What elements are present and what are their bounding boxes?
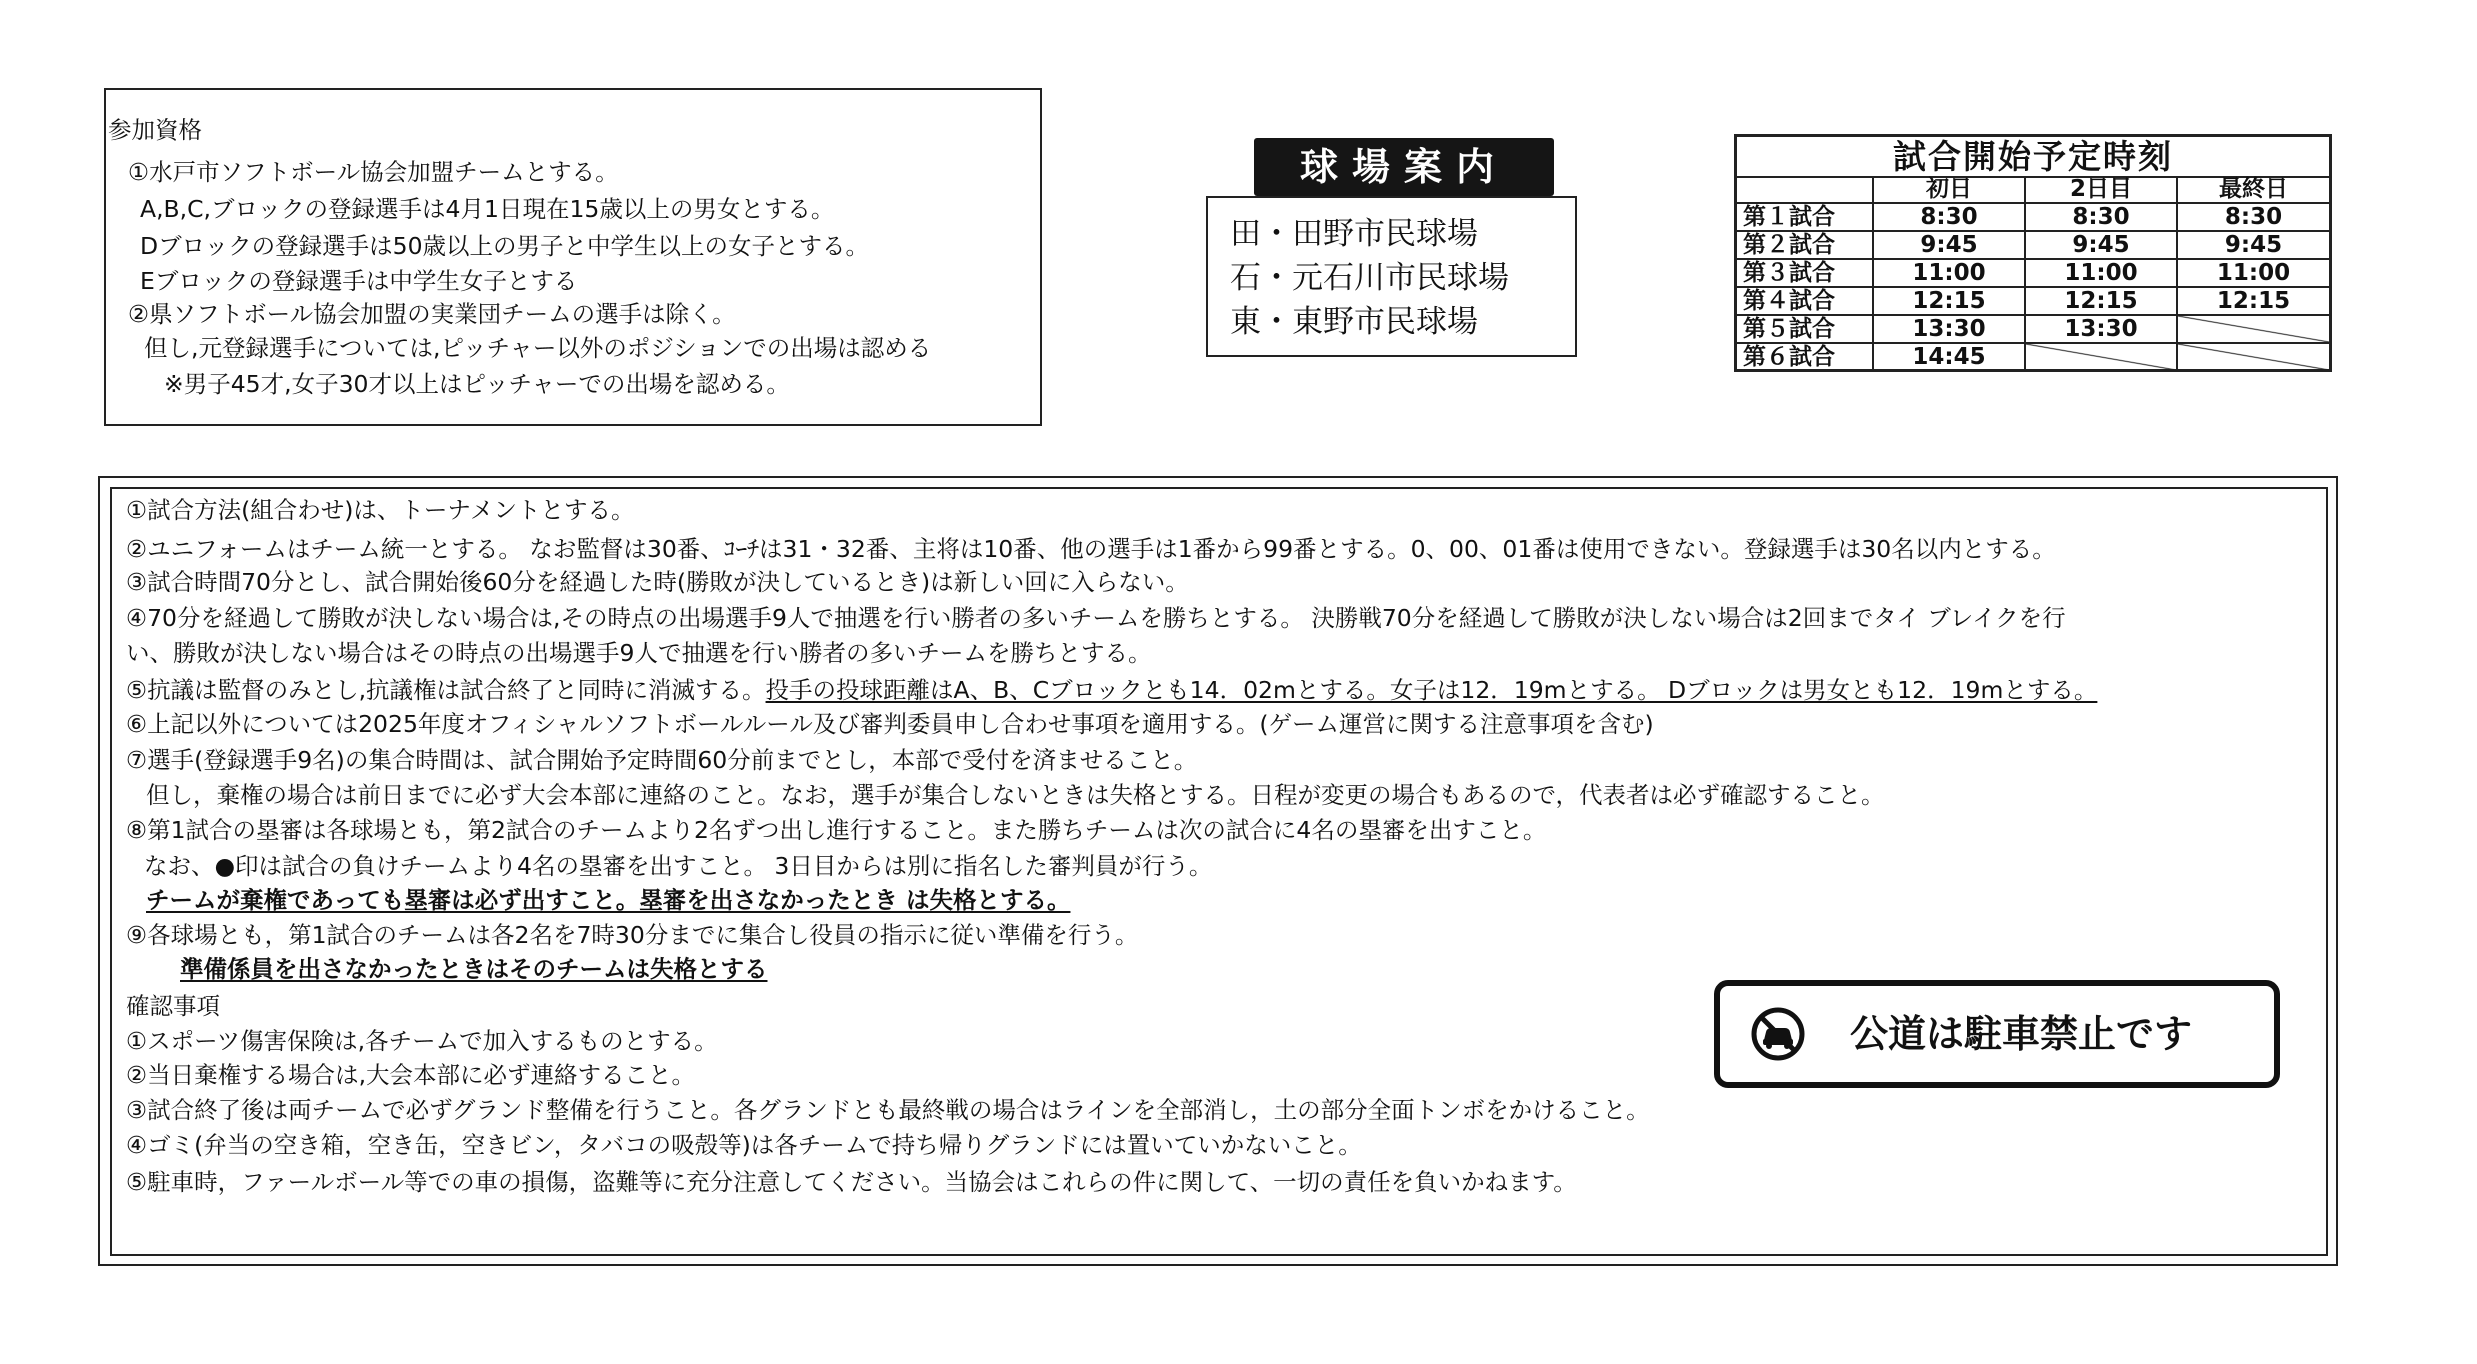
rule-4: ④70分を経過して勝敗が決しない場合は,その時点の出場選手9人で抽選を行い勝者の多いチームを勝ちとする。 決勝戦70分を経過して勝敗が決しない場合は2回までタイ ブレイクを行: [126, 604, 2066, 632]
rule-8-cont: なお、●印は試合の負けチームより4名の塁審を出すこと。 3日目からは別に指名した審判員が行う。: [144, 852, 1213, 880]
start-time: 14:45: [1873, 343, 2025, 370]
venue-title: 球場案内: [1254, 138, 1554, 196]
schedule-header-cell: 最終日: [2177, 176, 2329, 203]
venue-item: 東・東野市民球場: [1230, 304, 1478, 340]
confirm-item-1: ①スポーツ傷害保険は,各チームで加入するものとする。: [126, 1027, 718, 1055]
schedule-row: [1737, 203, 2329, 231]
venue-list: [1206, 196, 1577, 357]
eligibility-line: ※男子45才,女子30才以上はピッチャーでの出場を認める。: [164, 370, 790, 398]
eligibility-line: ②県ソフトボール協会加盟の実業団チームの選手は除く。: [128, 300, 736, 328]
game-label: 第３試合: [1737, 259, 1873, 287]
rule-5-pitch-distance: 投手の投球距離はA、B、Cブロックとも14．02mとする。女子は12．19mとする。 Dブロックは男女とも12．19mとする。: [765, 676, 2098, 704]
schedule-title: 試合開始予定時刻: [1737, 137, 2329, 178]
start-time: 11:00: [2025, 259, 2177, 287]
start-time: 12:15: [2177, 287, 2329, 315]
rule-9: ⑨各球場とも，第1試合のチームは各2名を7時30分までに集合し役員の指示に従い準備を行う。: [126, 921, 1139, 949]
eligibility-line: A,B,C,ブロックの登録選手は4月1日現在15歳以上の男女とする。: [140, 195, 835, 223]
no-parking-notice: [1714, 980, 2280, 1088]
start-time: 8:30: [2177, 203, 2329, 231]
start-time: 12:15: [2025, 287, 2177, 315]
schedule-table-box: [1734, 134, 2332, 372]
eligibility-line: ①水戸市ソフトボール協会加盟チームとする。: [128, 158, 619, 186]
start-time: 8:30: [2025, 203, 2177, 231]
game-label: 第２試合: [1737, 231, 1873, 259]
rule-2: ②ユニフォームはチーム統一とする。 なお監督は30番、ｺｰﾁは31・32番、主将は10番、他の選手は1番から99番とする。0、00、01番は使用できない。登録選手は30名以内とする。: [126, 535, 2056, 563]
game-label: 第６試合: [1737, 343, 1873, 370]
start-time: 13:30: [1873, 315, 2025, 343]
eligibility-title: 参加資格: [108, 116, 202, 144]
schedule-row: [1737, 343, 2329, 370]
eligibility-line: Dブロックの登録選手は50歳以上の男子と中学生以上の女子とする。: [140, 232, 870, 260]
venue-item: 田・田野市民球場: [1230, 216, 1478, 252]
game-label: 第５試合: [1737, 315, 1873, 343]
schedule-row: [1737, 231, 2329, 259]
confirm-item-4: ④ゴミ(弁当の空き箱，空き缶，空きビン，タバコの吸殻等)は各チームで持ち帰りグランドには置いていかないこと。: [126, 1131, 1362, 1159]
schedule-header-cell: 初日: [1873, 176, 2025, 203]
empty-slot: [2025, 343, 2177, 370]
schedule-header-cell: 2日目: [2025, 176, 2177, 203]
confirm-item-3: ③試合終了後は両チームで必ずグランド整備を行うこと。各グランドとも最終戦の場合はラインを全部消し，土の部分全面トンボをかけること。: [126, 1096, 1650, 1124]
rule-5: [126, 674, 2097, 706]
eligibility-line: Eブロックの登録選手は中学生女子とする: [140, 267, 578, 295]
rule-5-text: ⑤抗議は監督のみとし,抗議権は試合終了と同時に消滅する。: [126, 676, 766, 704]
no-parking-icon: [1750, 1006, 1806, 1062]
start-time: 11:00: [2177, 259, 2329, 287]
rule-8-warning: チームが棄権であっても塁審は必ず出すこと。塁審を出さなかったとき は失格とする。: [146, 886, 1071, 914]
rule-8: ⑧第1試合の塁審は各球場とも，第2試合のチームより2名ずつ出し進行すること。また勝ちチームは次の試合に4名の塁審を出すこと。: [126, 816, 1547, 844]
start-time: 12:15: [1873, 287, 2025, 315]
rule-6: ⑥上記以外については2025年度オフィシャルソフトボールルール及び審判委員申し合わせ事項を適用する。(ゲーム運営に関する注意事項を含む): [126, 710, 1654, 738]
rule-7-cont: 但し，棄権の場合は前日までに必ず大会本部に連絡のこと。なお，選手が集合しないときは失格とする。日程が変更の場合もあるので，代表者は必ず確認すること。: [146, 781, 1885, 809]
empty-slot: [2177, 315, 2329, 343]
schedule-row: [1737, 259, 2329, 287]
start-time: 9:45: [1873, 231, 2025, 259]
schedule-row: [1737, 315, 2329, 343]
rule-1: ①試合方法(組合わせ)は、トーナメントとする。: [126, 496, 635, 524]
rule-3: ③試合時間70分とし、試合開始後60分を経過した時(勝敗が決しているとき)は新しい回に入らない。: [126, 568, 1189, 596]
confirm-item-5: ⑤駐車時，ファールボール等での車の損傷，盗難等に充分注意してください。当協会はこれらの件に関して、一切の責任を負いかねます。: [126, 1168, 1577, 1196]
schedule-table: [1737, 176, 2329, 370]
rule-4-cont: い、勝敗が決しない場合はその時点の出場選手9人で抽選を行い勝者の多いチームを勝ちとする。: [126, 639, 1152, 667]
no-parking-text: 公道は駐車禁止です: [1850, 1012, 2193, 1056]
venue-item: 石・元石川市民球場: [1230, 260, 1509, 296]
game-label: 第１試合: [1737, 203, 1873, 231]
eligibility-line: 但し,元登録選手については,ピッチャー以外のポジションでの出場は認める: [144, 334, 932, 362]
start-time: 9:45: [2025, 231, 2177, 259]
empty-slot: [2177, 343, 2329, 370]
eligibility-box: [104, 88, 1042, 426]
schedule-row: [1737, 287, 2329, 315]
game-label: 第４試合: [1737, 287, 1873, 315]
rule-7: ⑦選手(登録選手9名)の集合時間は、試合開始予定時間60分前までとし，本部で受付を済ませること。: [126, 746, 1198, 774]
start-time: 11:00: [1873, 259, 2025, 287]
rule-9-warning: 準備係員を出さなかったときはそのチームは失格とする: [180, 955, 768, 983]
schedule-header-row: [1737, 176, 2329, 203]
confirm-item-2: ②当日棄権する場合は,大会本部に必ず連絡すること。: [126, 1061, 696, 1089]
start-time: 13:30: [2025, 315, 2177, 343]
start-time: 8:30: [1873, 203, 2025, 231]
schedule-header-cell: [1737, 176, 1873, 203]
start-time: 9:45: [2177, 231, 2329, 259]
confirm-title: 確認事項: [126, 992, 220, 1020]
